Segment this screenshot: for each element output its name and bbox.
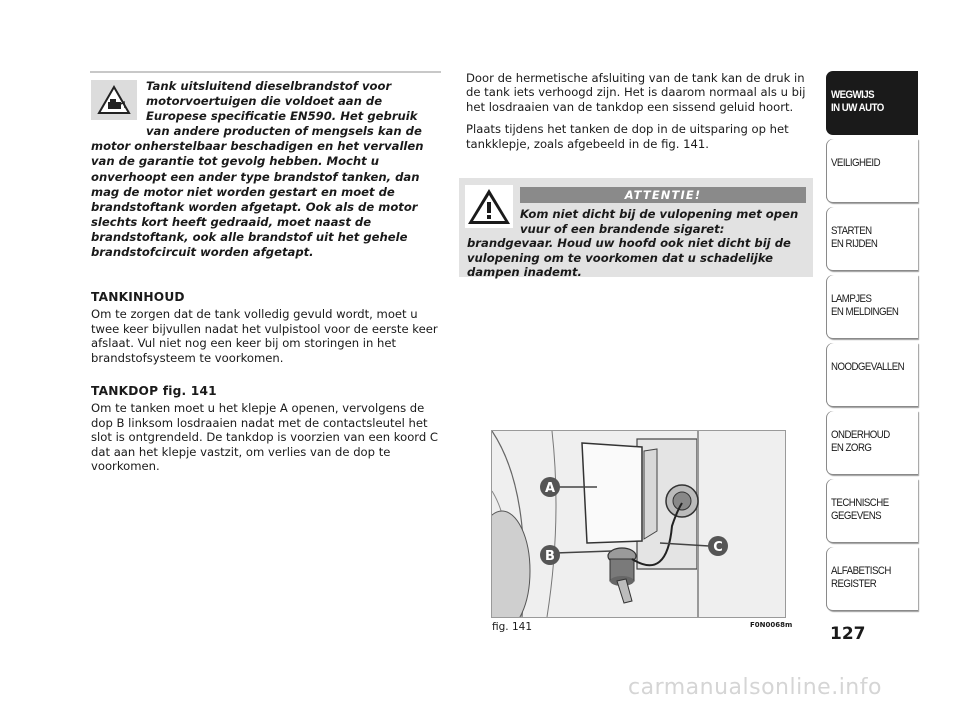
- tab-label: STARTEN EN RIJDEN: [831, 225, 878, 250]
- tab-label: NOODGEVALLEN: [831, 361, 905, 373]
- svg-text:A: A: [544, 481, 556, 496]
- tab-veiligheid[interactable]: [826, 139, 918, 203]
- tab-lampjes[interactable]: [826, 275, 918, 339]
- warning-box: [459, 178, 813, 280]
- tankinhoud-text: Om te zorgen dat de tank volledig gevuld wordt, moet u twee keer bijvullen nadat het vulpistool voor de eerste keer afslaat. Vul niet nog een keer bij om storingen in het brandstofsysteem te voorkomen.: [91, 307, 438, 365]
- figure-caption: fig. 141: [492, 621, 532, 633]
- note-divider: [90, 71, 441, 73]
- tab-technische[interactable]: [826, 479, 918, 543]
- right-column-text: [466, 71, 806, 159]
- tab-wegwijs[interactable]: [826, 71, 918, 135]
- tankinhoud-section: [91, 290, 443, 365]
- figure-code: F0N0068m: [750, 621, 793, 629]
- diesel-note: [91, 79, 443, 260]
- tab-label: ALFABETISCH REGISTER: [831, 565, 891, 590]
- page-number: 127: [830, 624, 866, 644]
- tab-label: VEILIGHEID: [831, 157, 881, 169]
- callout-a: [540, 477, 560, 497]
- diesel-note-text: Tank uitsluitend dieselbrandstof voor motorvoertuigen die voldoet aan de Europese specificatie EN590. Het gebruik van andere producten of mengsels kan de motor onherstelbaar beschadigen en het vervallen van de garantie tot gevolg hebben. Mocht u onverhoopt een ander type brandstof tanken, dan mag de motor niet worden gestart en moet de brandstoftank worden afgetapt. Ook als de motor slechts kort heeft gedraaid, moet naast de brandstoftank, ook alle brandstof uit het gehele brandstofcircuit worden afgetapt.: [91, 79, 424, 260]
- warning-text: Kom niet dicht bij de vulopening met open vuur of een brandende sigaret: brandgevaar. Houd uw hoofd ook niet dicht bij de vulopening om te voorkomen dat u schadelijke dampen inademt.: [467, 207, 799, 280]
- tab-starten[interactable]: [826, 207, 918, 271]
- tankdop-heading: TANKDOP fig. 141: [91, 384, 217, 398]
- tab-onderhoud[interactable]: [826, 411, 918, 475]
- callout-c: [708, 536, 728, 556]
- tab-noodgevallen[interactable]: [826, 343, 918, 407]
- tankdop-text: Om te tanken moet u het klepje A openen, vervolgens de dop B linksom losdraaien nadat met de contactsleutel het slot is ontgrendeld. De tankdop is voorzien van een koord C dat aan het klepje vastzit, om verlies van de dop te voorkomen.: [91, 401, 438, 474]
- cap-placement-paragraph: Plaats tijdens het tanken de dop in de uitsparing op het tankklepje, zoals afgebeeld in de fig. 141.: [466, 122, 789, 151]
- callout-b: [540, 545, 560, 565]
- tab-label: ONDERHOUD EN ZORG: [831, 429, 890, 454]
- tab-label: LAMPJES EN MELDINGEN: [831, 293, 899, 318]
- tab-label: WEGWIJS IN UW AUTO: [831, 89, 884, 114]
- tankdop-section: [91, 384, 443, 473]
- watermark: carmanualsonline.info: [628, 675, 882, 700]
- pressure-paragraph: Door de hermetische afsluiting van de tank kan de druk in de tank iets verhoogd zijn. Het is daarom normaal als u bij het losdraaien van de tankdop een sissend geluid hoort.: [466, 71, 806, 114]
- tankinhoud-heading: TANKINHOUD: [91, 290, 185, 304]
- fuel-cap-illustration: [491, 430, 786, 618]
- warning-text-block: [467, 207, 809, 280]
- svg-text:C: C: [713, 540, 723, 555]
- chapter-tabs: [826, 71, 918, 615]
- svg-text:B: B: [545, 549, 555, 564]
- warning-header: ATTENTIE!: [520, 187, 806, 203]
- tab-label: TECHNISCHE GEGEVENS: [831, 497, 889, 522]
- tab-register[interactable]: [826, 547, 918, 611]
